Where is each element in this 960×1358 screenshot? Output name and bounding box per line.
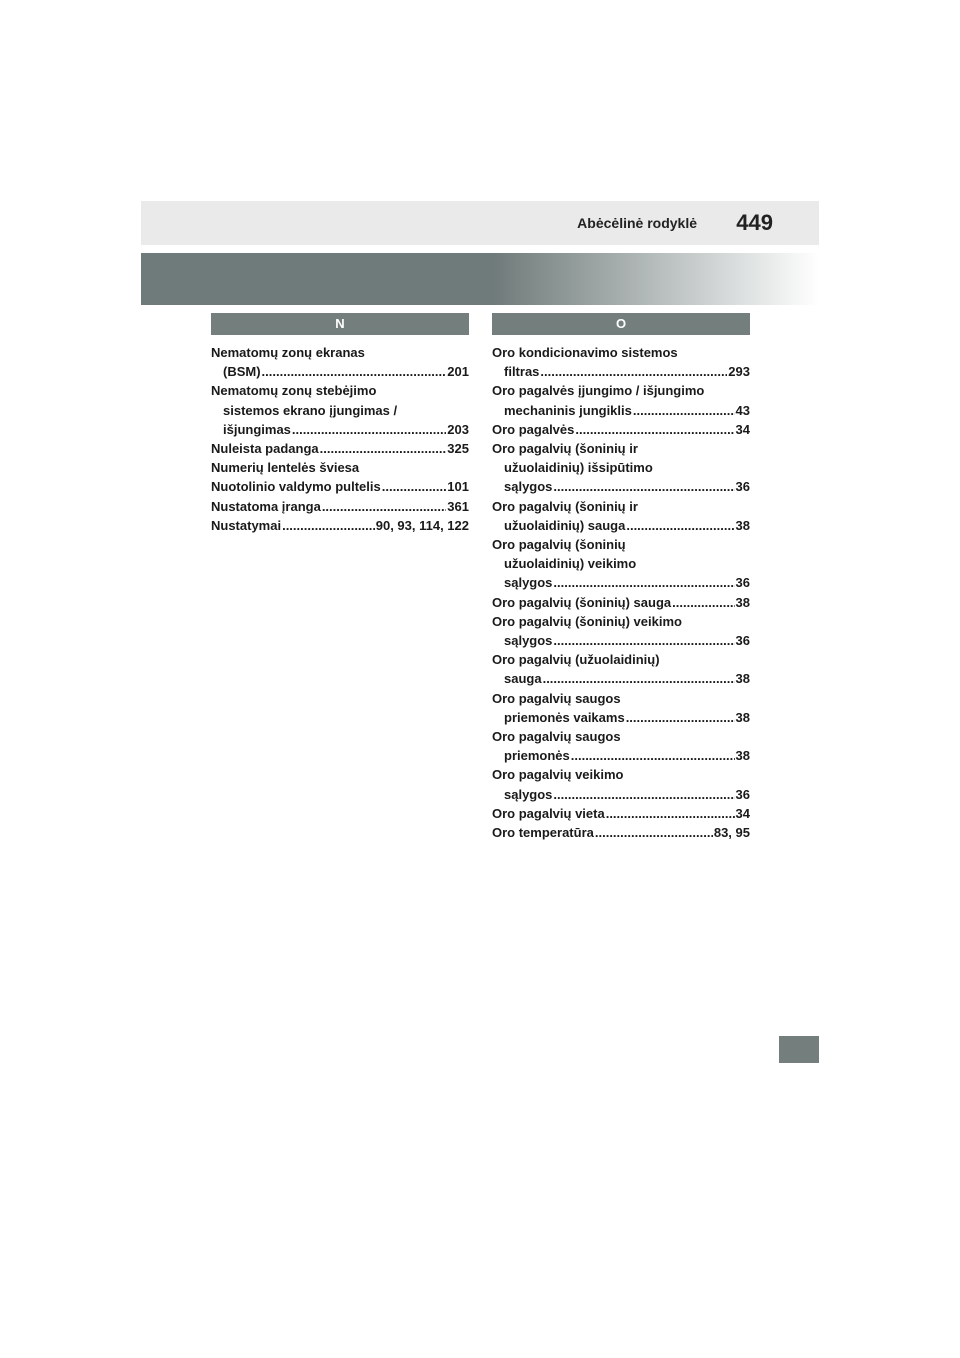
thumb-tab-marker xyxy=(779,1036,819,1063)
entry-page-line xyxy=(492,708,750,727)
index-entry xyxy=(492,689,750,727)
index-entry xyxy=(211,439,469,458)
index-entry xyxy=(211,477,469,496)
index-entry xyxy=(492,420,750,439)
entry-page-line xyxy=(492,573,750,592)
entry-term: Nustatoma įranga xyxy=(211,498,321,514)
entry-text-line: Oro pagalvių (užuolaidinių) xyxy=(492,652,660,668)
entry-text-line: Oro pagalvių saugos xyxy=(492,729,621,745)
dot-leader xyxy=(626,708,735,727)
index-entry xyxy=(492,650,750,688)
index-entry xyxy=(211,497,469,516)
entry-page-ref: 361 xyxy=(447,498,469,514)
entry-text-line: Oro pagalvių (šoninių xyxy=(492,537,626,553)
letter-heading-o: O xyxy=(492,313,750,335)
index-entry xyxy=(492,593,750,612)
entry-text-line: Nematomų zonų ekranas xyxy=(211,345,365,360)
index-entries-n xyxy=(211,343,469,535)
entry-page-line xyxy=(492,593,750,612)
index-entry xyxy=(492,381,750,419)
index-entry xyxy=(492,497,750,535)
entry-text-line: Oro pagalvių saugos xyxy=(492,690,621,706)
dot-leader xyxy=(633,401,735,420)
entry-page-line xyxy=(492,746,750,765)
entry-page-line xyxy=(492,401,750,420)
entry-page-ref: 201 xyxy=(447,364,469,380)
dot-leader xyxy=(626,516,734,535)
dot-leader xyxy=(322,497,446,516)
entry-term: (BSM) xyxy=(223,364,261,380)
dot-leader xyxy=(292,420,446,439)
dot-leader xyxy=(553,785,734,804)
entry-text-line: Oro pagalvių (šoninių) veikimo xyxy=(492,613,682,629)
section-title: Abėcėlinė rodyklė xyxy=(577,215,697,231)
dot-leader xyxy=(606,804,735,823)
entry-text-line: Nematomų zonų stebėjimo xyxy=(211,383,377,399)
entry-term: sauga xyxy=(504,671,542,687)
dot-leader xyxy=(540,362,727,381)
entry-term: Nuleista padanga xyxy=(211,441,319,457)
index-entry xyxy=(492,343,750,381)
entry-page-ref: 38 xyxy=(735,594,750,610)
entry-page-ref: 38 xyxy=(735,671,750,687)
entry-page-line xyxy=(492,631,750,650)
entry-term: sąlygos xyxy=(504,479,553,495)
entry-page-line xyxy=(211,420,469,439)
dot-leader xyxy=(553,631,734,650)
page-number: 449 xyxy=(736,210,773,235)
entry-term: Oro pagalvių vieta xyxy=(492,805,605,821)
entry-page-line xyxy=(492,362,750,381)
dot-leader xyxy=(595,823,713,842)
index-entry xyxy=(492,535,750,593)
entry-page-ref: 38 xyxy=(735,517,750,533)
entry-term: išjungimas xyxy=(223,421,291,437)
entry-text-line: Oro pagalvių (šoninių ir xyxy=(492,441,638,457)
entry-page-line xyxy=(211,516,469,535)
entry-term: sąlygos xyxy=(504,633,553,649)
entry-page-line xyxy=(492,420,750,439)
entry-text-line: Oro kondicionavimo sistemos xyxy=(492,345,678,360)
index-entry xyxy=(492,727,750,765)
entry-term: sąlygos xyxy=(504,786,553,802)
entry-page-line xyxy=(492,516,750,535)
index-column-o xyxy=(492,313,750,842)
entry-text-line: sistemos ekrano įjungimas / xyxy=(223,402,398,418)
dot-leader xyxy=(672,593,734,612)
entry-page-ref: 293 xyxy=(728,364,750,380)
dot-leader xyxy=(571,746,735,765)
entry-page-ref: 38 xyxy=(735,709,750,725)
entry-page-ref: 36 xyxy=(735,633,750,649)
page-header xyxy=(141,201,819,245)
index-entry xyxy=(492,823,750,842)
entry-text-line: Numerių lentelės šviesa xyxy=(211,460,360,476)
entry-text-line: užuolaidinių) veikimo xyxy=(504,556,637,572)
entry-page-ref: 34 xyxy=(735,421,750,437)
entry-text-line: Oro pagalvių (šoninių ir xyxy=(492,498,638,514)
entry-page-ref: 325 xyxy=(447,441,469,457)
entry-page-ref: 43 xyxy=(735,402,750,418)
entry-page-line xyxy=(492,477,750,496)
entry-term: Nuotolinio valdymo pultelis xyxy=(211,479,381,495)
entry-page-line xyxy=(211,439,469,458)
entry-term: Oro temperatūra xyxy=(492,825,594,841)
dot-leader xyxy=(553,477,734,496)
entry-term: priemonės vaikams xyxy=(504,709,625,725)
entry-term: sąlygos xyxy=(504,575,553,591)
entry-page-line xyxy=(492,785,750,804)
dot-leader xyxy=(282,516,375,535)
index-entry xyxy=(211,381,469,439)
entry-term: priemonės xyxy=(504,748,570,764)
entry-text-line: užuolaidinių) išsipūtimo xyxy=(504,460,653,476)
index-entry xyxy=(211,343,469,381)
dot-leader xyxy=(543,669,735,688)
index-column-n xyxy=(211,313,469,535)
entry-term: Oro pagalvės xyxy=(492,421,575,437)
entry-page-ref: 36 xyxy=(735,575,750,591)
entry-page-line xyxy=(492,804,750,823)
dot-leader xyxy=(553,573,734,592)
dot-leader xyxy=(320,439,447,458)
entry-page-ref: 34 xyxy=(735,805,750,821)
entry-term: Nustatymai xyxy=(211,517,282,533)
entry-term: Oro pagalvių (šoninių) sauga xyxy=(492,594,672,610)
index-entry xyxy=(492,765,750,803)
dot-leader xyxy=(382,477,447,496)
index-entry xyxy=(492,612,750,650)
decorative-band xyxy=(141,253,819,305)
entry-page-ref: 36 xyxy=(735,786,750,802)
letter-heading-n: N xyxy=(211,313,469,335)
entry-page-line xyxy=(492,669,750,688)
entry-term: mechaninis jungiklis xyxy=(504,402,632,418)
dot-leader xyxy=(575,420,734,439)
index-entry xyxy=(492,804,750,823)
entry-page-ref: 36 xyxy=(735,479,750,495)
entry-page-ref: 101 xyxy=(447,479,469,495)
entry-page-line xyxy=(492,823,750,842)
entry-page-ref: 38 xyxy=(735,748,750,764)
entry-page-ref: 203 xyxy=(447,421,469,437)
entry-text-line: Oro pagalvių veikimo xyxy=(492,767,624,783)
entry-page-line xyxy=(211,477,469,496)
entry-page-line xyxy=(211,497,469,516)
entry-page-ref: 83, 95 xyxy=(713,825,750,841)
entry-term: filtras xyxy=(504,364,540,380)
index-entries-o xyxy=(492,343,750,842)
entry-term: užuolaidinių) sauga xyxy=(504,517,626,533)
index-entry xyxy=(211,458,469,477)
entry-page-line xyxy=(211,362,469,381)
dot-leader xyxy=(262,362,447,381)
entry-text-line: Oro pagalvės įjungimo / išjungimo xyxy=(492,383,705,399)
index-entry xyxy=(492,439,750,497)
entry-page-ref: 90, 93, 114, 122 xyxy=(375,517,469,533)
index-entry xyxy=(211,516,469,535)
